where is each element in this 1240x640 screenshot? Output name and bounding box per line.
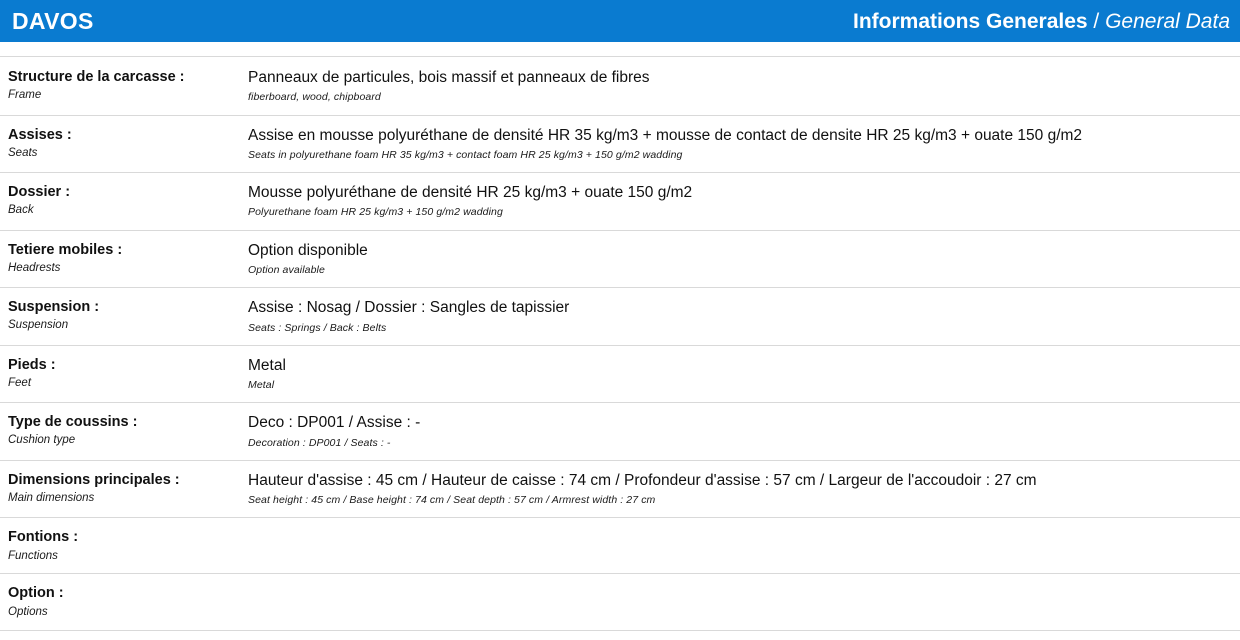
spec-label-fr: Dimensions principales : [8,471,180,488]
spec-value-en: Seats in polyurethane foam HR 35 kg/m3 + contact foam HR 25 kg/m3 + 150 g/m2 wadding [248,148,683,161]
spec-value [248,183,1240,220]
spec-value [248,356,1240,393]
spec-label-en: Back [8,204,34,217]
spec-label-fr: Assises : [8,126,72,143]
table-row [0,574,1240,630]
page-title-en: General Data [1105,9,1230,33]
spec-label-fr: Dossier : [8,184,71,201]
spec-label [0,413,248,448]
spec-label-fr: Tetiere mobiles : [8,241,123,258]
spec-value [248,68,1240,105]
table-row [0,231,1240,289]
spec-label [0,471,248,506]
spec-label-fr: Structure de la carcasse : [8,69,185,85]
spec-value-fr: Deco : DP001 / Assise : - [248,414,421,432]
spec-label [0,183,248,218]
spec-value-fr: Option disponible [248,241,368,259]
spec-label-en: Headrests [8,261,61,274]
page-title-fr: Informations Generales [853,9,1088,33]
table-row [0,288,1240,346]
spec-label-en: Options [8,605,48,618]
spec-value-en: Seats : Springs / Back : Belts [248,321,387,334]
spec-value [248,241,1240,278]
spec-value-en: Seat height : 45 cm / Base height : 74 cm / Seat depth : 57 cm / Armrest width : 27 cm [248,494,656,507]
spec-value-fr: Panneaux de particules, bois massif et panneaux de fibres [248,69,650,86]
spec-label-en: Functions [8,549,58,562]
spec-label-en: Suspension [8,319,69,332]
spec-value [248,584,1240,610]
spec-label [0,68,248,103]
spec-label-en: Seats [8,146,38,159]
spec-value [248,126,1240,163]
spec-value-fr: Assise : Nosag / Dossier : Sangles de tapissier [248,299,570,317]
spec-label-fr: Type de coussins : [8,414,138,431]
page-header [0,0,1240,42]
table-row [0,56,1240,116]
spec-label [0,528,248,563]
spec-value-fr: Mousse polyuréthane de densité HR 25 kg/m3 + ouate 150 g/m2 [248,184,693,202]
spec-label-fr: Suspension : [8,299,100,316]
spec-label-en: Frame [8,89,42,102]
spec-value [248,298,1240,335]
table-row [0,403,1240,461]
spec-label [0,584,248,619]
spec-value-en: Polyurethane foam HR 25 kg/m3 + 150 g/m2 wadding [248,206,503,219]
spec-value-en: fiberboard, wood, chipboard [248,91,381,104]
spec-label [0,241,248,276]
table-row [0,461,1240,519]
spec-value-fr: Assise en mousse polyuréthane de densité HR 35 kg/m3 + mousse de contact de densite HR 25 kg/m3 + ouate 150 g/m2 [248,126,1083,144]
table-row [0,173,1240,231]
spec-label-en: Cushion type [8,434,76,447]
page-title [853,11,1230,32]
spec-value-en: Option available [248,264,325,277]
table-row [0,518,1240,574]
spec-value [248,413,1240,450]
spec-value [248,528,1240,554]
product-name: DAVOS [12,7,94,34]
page-title-separator: / [1087,9,1106,33]
spec-label [0,298,248,333]
spec-value-en: Decoration : DP001 / Seats : - [248,436,391,449]
table-row [0,116,1240,174]
spec-label-fr: Option : [8,585,64,602]
spec-value [248,471,1240,508]
spec-label-fr: Fontions : [8,529,79,546]
spec-label-en: Main dimensions [8,491,95,504]
spec-label-fr: Pieds : [8,356,56,373]
table-row [0,346,1240,404]
spec-label [0,126,248,161]
spec-value-fr: Metal [248,356,286,374]
spec-label [0,356,248,391]
spec-value-en: Metal [248,379,275,392]
spec-label-en: Feet [8,376,32,389]
spec-value-fr: Hauteur d'assise : 45 cm / Hauteur de caisse : 74 cm / Profondeur d'assise : 57 cm / Largeur de l'accoudoir : 27 cm [248,471,1037,489]
spec-table [0,42,1240,631]
